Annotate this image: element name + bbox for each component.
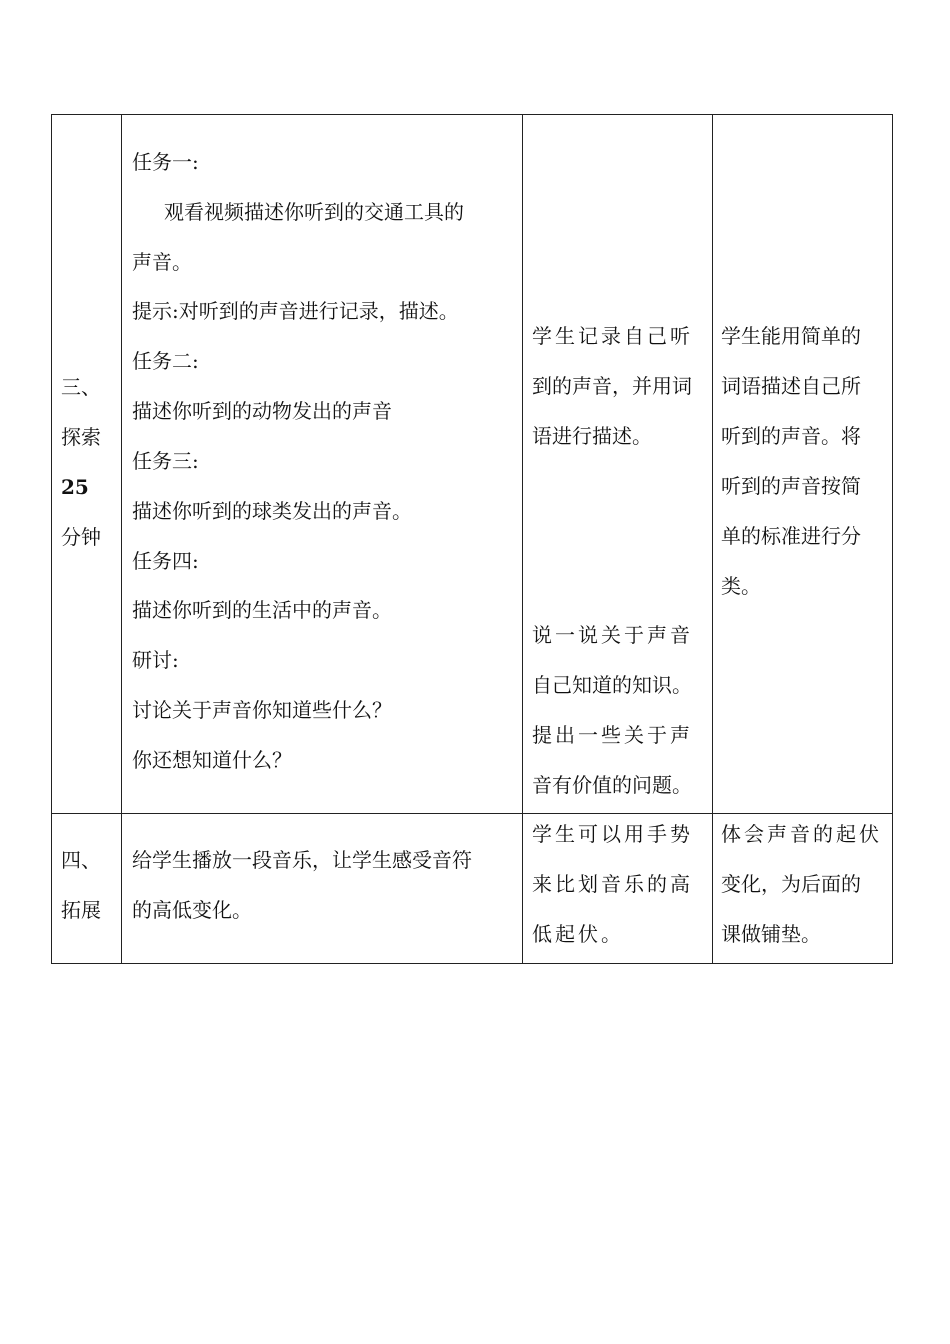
activity-line: 声音。 <box>132 250 192 274</box>
intent-line: 学生能用简单的 <box>721 324 861 348</box>
intent-line: 听到的声音按简 <box>721 474 861 498</box>
design-intent-cell <box>712 115 894 813</box>
intent-line: 变化，为后面的 <box>721 872 861 896</box>
stage-line: 拓展 <box>61 898 101 922</box>
activity-line: 讨论关于声音你知道些什么？ <box>132 698 392 722</box>
intent-line: 课做铺垫。 <box>721 922 821 946</box>
student-line: 到的声音，并用词 <box>532 374 692 398</box>
stage-line: 三、 <box>61 375 101 399</box>
activity-line: 的高低变化。 <box>132 898 252 922</box>
intent-line: 体会声音的起伏 <box>721 822 882 846</box>
student-activity-cell <box>522 814 712 963</box>
lesson-plan-table <box>51 114 893 964</box>
activities-cell <box>121 115 522 813</box>
activity-line: 描述你听到的动物发出的声音 <box>132 399 392 423</box>
activities-cell <box>121 814 522 963</box>
table-row-explore <box>51 114 893 813</box>
student-line: 音有价值的问题。 <box>532 773 692 797</box>
table-row-extend <box>51 813 893 964</box>
activity-line: 观看视频描述你听到的交通工具的 <box>164 200 464 224</box>
student-line: 学生记录自己听 <box>532 324 693 348</box>
activity-line: 提示:对听到的声音进行记录，描述。 <box>132 299 459 323</box>
stage-cell <box>52 115 121 813</box>
activity-line: 任务一: <box>132 150 199 174</box>
activity-line: 任务三: <box>132 449 199 473</box>
student-line: 说一说关于声音 <box>532 623 693 647</box>
stage-cell <box>52 814 121 963</box>
student-line: 语进行描述。 <box>532 424 652 448</box>
student-line: 自己知道的知识。 <box>532 673 692 697</box>
student-line: 学生可以用手势 <box>532 822 693 846</box>
activity-line: 描述你听到的生活中的声音。 <box>132 598 392 622</box>
activity-line: 给学生播放一段音乐，让学生感受音符 <box>132 848 472 872</box>
student-line: 来比划音乐的高 <box>532 872 693 896</box>
stage-line: 分钟 <box>61 525 101 549</box>
activity-line: 任务四: <box>132 549 199 573</box>
activity-line: 任务二: <box>132 349 199 373</box>
intent-line: 听到的声音。将 <box>721 424 861 448</box>
intent-line: 词语描述自己所 <box>721 374 861 398</box>
activity-line: 描述你听到的球类发出的声音。 <box>132 499 412 523</box>
activity-line: 你还想知道什么？ <box>132 748 292 772</box>
student-line: 低起伏。 <box>532 922 624 946</box>
intent-line: 类。 <box>721 574 761 598</box>
stage-duration: 25 <box>61 475 89 499</box>
stage-line: 四、 <box>61 848 101 872</box>
activity-line: 研讨: <box>132 648 179 672</box>
intent-line: 单的标准进行分 <box>721 524 861 548</box>
student-line: 提出一些关于声 <box>532 723 693 747</box>
student-activity-cell <box>522 115 712 813</box>
design-intent-cell <box>712 814 894 963</box>
stage-line: 探索 <box>61 425 101 449</box>
